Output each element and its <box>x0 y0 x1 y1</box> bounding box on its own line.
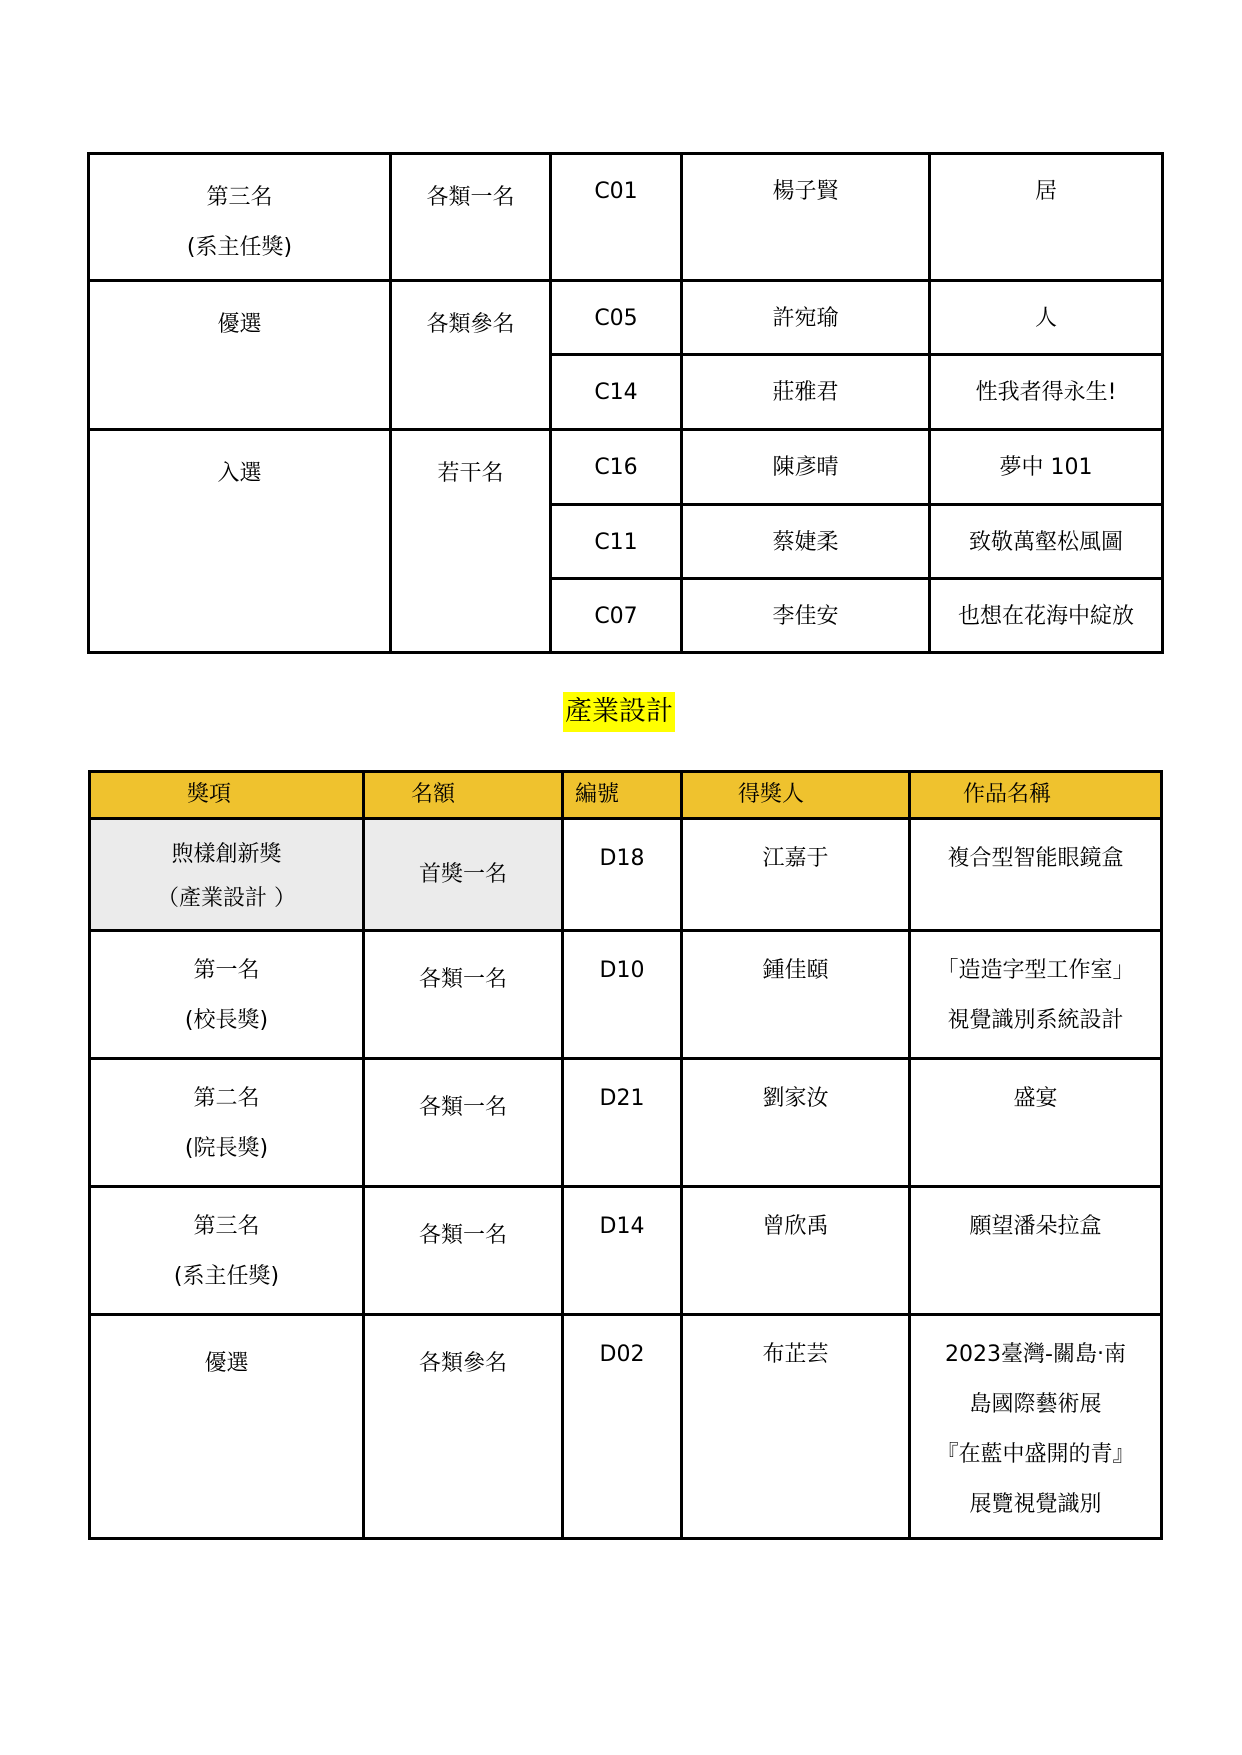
work-title: 願望潘朵拉盒 <box>969 1214 1102 1239</box>
award-name: 優選 <box>204 1351 249 1376</box>
code-text: C16 <box>594 455 638 480</box>
quota-cell <box>364 1315 563 1539</box>
work-cell <box>930 281 1163 355</box>
award-cell <box>89 281 391 430</box>
award-name: 入選 <box>217 461 262 486</box>
winner-cell <box>682 579 930 653</box>
work-title: 致敬萬壑松風圖 <box>968 530 1123 555</box>
winner-cell <box>682 355 930 430</box>
award-cell <box>90 1315 364 1539</box>
quota-cell <box>391 430 551 653</box>
award-name: 第三名 <box>206 185 273 210</box>
award-subtitle: (校長獎) <box>184 1008 269 1033</box>
winner-cell <box>682 430 930 505</box>
award-subtitle: (系主任獎) <box>186 235 293 260</box>
code-cell <box>563 931 682 1059</box>
work-cell <box>910 1315 1162 1539</box>
work-cell <box>930 355 1163 430</box>
work-title: 性我者得永生! <box>975 380 1117 405</box>
winner-text: 莊雅君 <box>772 380 839 405</box>
table-row <box>90 1187 1162 1315</box>
winner-text: 曾欣禹 <box>762 1214 829 1239</box>
code-text: D10 <box>599 958 645 983</box>
award-subtitle: （產業設計 ） <box>157 886 296 911</box>
work-title-line: 『在藍中盛開的青』 <box>936 1442 1135 1467</box>
work-title: 人 <box>1034 306 1057 331</box>
header-work: 作品名稱 <box>910 772 1162 819</box>
code-text: C11 <box>594 530 638 555</box>
work-cell <box>910 1059 1162 1187</box>
table-row <box>90 1059 1162 1187</box>
winner-text: 鍾佳頤 <box>762 958 829 983</box>
winner-cell <box>682 931 910 1059</box>
winner-text: 楊子賢 <box>772 179 839 204</box>
quota-text: 各類一名 <box>418 1223 507 1248</box>
table-row <box>89 430 1163 505</box>
code-text: D21 <box>599 1086 645 1111</box>
work-title: 居 <box>1034 179 1057 204</box>
award-cell <box>90 819 364 931</box>
header-code: 編號 <box>563 772 682 819</box>
winner-text: 陳彥晴 <box>772 455 839 480</box>
code-text: C14 <box>594 380 638 405</box>
code-cell <box>551 154 682 281</box>
work-title-line: 2023臺灣-關島‧南 <box>945 1342 1126 1367</box>
quota-text: 各類參名 <box>426 312 515 337</box>
table-row <box>90 819 1162 931</box>
header-award: 獎項 <box>90 772 364 819</box>
work-cell <box>930 154 1163 281</box>
awards-table-2 <box>88 770 1163 1540</box>
winner-cell <box>682 1187 910 1315</box>
winner-cell <box>682 154 930 281</box>
code-text: D02 <box>599 1342 645 1367</box>
work-title: 也想在花海中綻放 <box>957 604 1134 629</box>
award-name: 優選 <box>217 312 262 337</box>
work-title-line: 視覺識別系統設計 <box>947 1008 1124 1033</box>
work-title-line: 島國際藝術展 <box>969 1392 1102 1417</box>
work-cell <box>930 579 1163 653</box>
winner-text: 許宛瑜 <box>772 306 839 331</box>
table-row <box>90 1315 1162 1539</box>
work-cell <box>930 505 1163 579</box>
code-text: C05 <box>594 306 638 331</box>
work-title: 夢中 101 <box>999 455 1093 480</box>
quota-text: 各類一名 <box>418 1095 507 1120</box>
awards-table-1 <box>87 152 1164 654</box>
winner-text: 劉家汝 <box>762 1086 829 1111</box>
quota-cell <box>364 1059 563 1187</box>
award-name: 第二名 <box>193 1086 260 1111</box>
code-cell <box>551 505 682 579</box>
quota-cell <box>391 154 551 281</box>
award-cell <box>90 1059 364 1187</box>
code-cell <box>551 579 682 653</box>
table-row <box>90 931 1162 1059</box>
table-row <box>89 281 1163 355</box>
code-cell <box>551 281 682 355</box>
winner-text: 李佳安 <box>772 604 839 629</box>
quota-text: 各類一名 <box>418 967 507 992</box>
quota-cell <box>391 281 551 430</box>
winner-cell <box>682 1059 910 1187</box>
award-subtitle: (系主任獎) <box>173 1264 280 1289</box>
winner-cell <box>682 281 930 355</box>
code-text: D14 <box>599 1214 645 1239</box>
winner-cell <box>682 505 930 579</box>
section-title: 產業設計 <box>563 692 675 732</box>
winner-text: 江嘉于 <box>762 846 829 871</box>
code-cell <box>563 819 682 931</box>
award-subtitle: (院長獎) <box>184 1136 269 1161</box>
winner-cell <box>682 1315 910 1539</box>
winner-text: 蔡婕柔 <box>772 530 839 555</box>
work-cell <box>910 1187 1162 1315</box>
code-text: C01 <box>594 179 638 204</box>
work-cell <box>930 430 1163 505</box>
code-cell <box>563 1315 682 1539</box>
award-cell <box>90 1187 364 1315</box>
award-cell <box>90 931 364 1059</box>
winner-cell <box>682 819 910 931</box>
award-cell <box>89 430 391 653</box>
table-header-row <box>90 772 1162 819</box>
code-text: D18 <box>599 846 645 871</box>
quota-text: 各類一名 <box>426 185 515 210</box>
work-cell <box>910 819 1162 931</box>
award-name: 第三名 <box>193 1214 260 1239</box>
work-title: 盛宴 <box>1013 1086 1058 1111</box>
quota-text: 各類參名 <box>418 1351 507 1376</box>
work-title: 複合型智能眼鏡盒 <box>947 846 1124 871</box>
header-winner: 得獎人 <box>682 772 910 819</box>
work-title-line: 展覽視覺識別 <box>969 1492 1102 1517</box>
quota-cell <box>364 931 563 1059</box>
quota-text: 首獎一名 <box>418 861 507 887</box>
table-row <box>89 154 1163 281</box>
winner-text: 布芷芸 <box>762 1342 829 1367</box>
work-title-line: 「造造字型工作室」 <box>936 958 1135 983</box>
award-name: 第一名 <box>193 958 260 983</box>
code-text: C07 <box>594 604 638 629</box>
work-cell <box>910 931 1162 1059</box>
quota-cell <box>364 819 563 931</box>
quota-cell <box>364 1187 563 1315</box>
quota-text: 若干名 <box>437 461 504 486</box>
award-name: 煦樣創新獎 <box>171 842 282 867</box>
code-cell <box>563 1187 682 1315</box>
code-cell <box>563 1059 682 1187</box>
code-cell <box>551 355 682 430</box>
award-cell <box>89 154 391 281</box>
header-quota: 名額 <box>364 772 563 819</box>
code-cell <box>551 430 682 505</box>
